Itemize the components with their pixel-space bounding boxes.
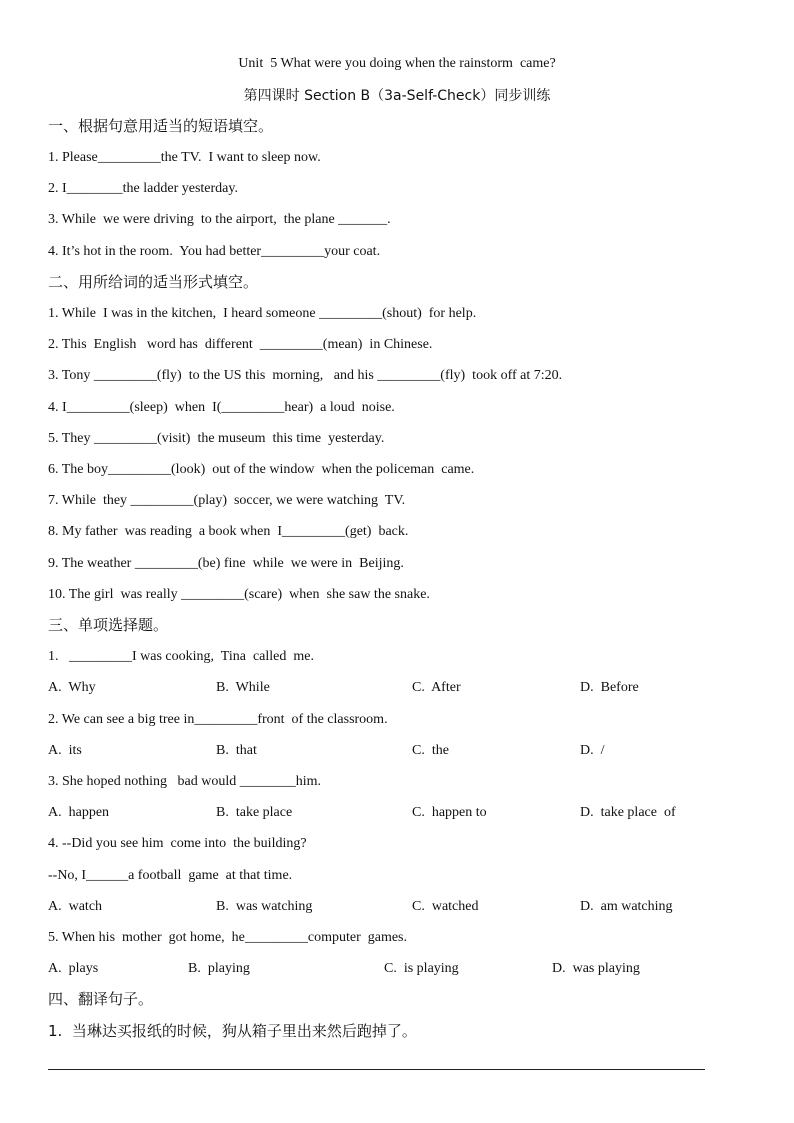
section-heading-4: 四、翻译句子。: [48, 990, 154, 1008]
q3-option-c: C. happen to: [412, 805, 487, 820]
q3-option-a: A. happen: [48, 805, 110, 820]
s1-item-3: 3. While we were driving to the airport, the plane _______.: [48, 212, 391, 227]
q4-option-d: D. am watching: [580, 899, 673, 914]
s2-item-6: 6. The boy_________(look) out of the window when the policeman came.: [48, 462, 475, 477]
s2-item-7: 7. While they _________(play) soccer, we were watching TV.: [48, 493, 406, 508]
page-subtitle: 第四课时 Section B（3a-Self-Check）同步训练: [243, 88, 551, 104]
s2-item-4: 4. I_________(sleep) when I(_________hear) a loud noise.: [48, 400, 395, 415]
s4-item-1: 1. 当琳达买报纸的时候，狗从箱子里出来然后跑掉了。: [48, 1022, 417, 1040]
s2-item-5: 5. They _________(visit) the museum this time yesterday.: [48, 431, 385, 446]
s1-item-1: 1. Please_________the TV. I want to sleep now.: [48, 150, 321, 165]
q3-stem: 3. She hoped nothing bad would ________him.: [48, 774, 321, 789]
section-heading-3: 三、单项选择题。: [48, 616, 169, 634]
q5-option-d: D. was playing: [552, 961, 640, 976]
q2-option-b: B. that: [216, 743, 257, 758]
q5-option-b: B. playing: [188, 961, 250, 976]
s2-item-10: 10. The girl was really _________(scare) when she saw the snake.: [48, 587, 430, 602]
q4-option-c: C. watched: [412, 899, 479, 914]
s2-item-3: 3. Tony _________(fly) to the US this morning, and his _________(fly) took off at 7:20.: [48, 368, 563, 383]
q1-option-c: C. After: [412, 680, 461, 695]
q1-option-d: D. Before: [580, 680, 639, 695]
s2-item-8: 8. My father was reading a book when I_________(get) back.: [48, 524, 409, 539]
q3-option-b: B. take place: [216, 805, 293, 820]
s2-item-9: 9. The weather _________(be) fine while we were in Beijing.: [48, 556, 404, 571]
section-heading-2: 二、用所给词的适当形式填空。: [48, 273, 259, 291]
q2-option-c: C. the: [412, 743, 449, 758]
page-title: Unit 5 What were you doing when the rainstorm came?: [238, 56, 556, 71]
section-heading-1: 一、根据句意用适当的短语填空。: [48, 117, 274, 135]
q4-stem-reply: --No, I______a football game at that time.: [48, 868, 293, 883]
q1-option-a: A. Why: [48, 680, 96, 695]
q1-stem: 1. _________I was cooking, Tina called me.: [48, 649, 314, 664]
answer-line: [48, 1069, 705, 1070]
s2-item-1: 1. While I was in the kitchen, I heard someone _________(shout) for help.: [48, 306, 477, 321]
q2-stem: 2. We can see a big tree in_________front of the classroom.: [48, 712, 388, 727]
q4-option-b: B. was watching: [216, 899, 313, 914]
s2-item-2: 2. This English word has different _________(mean) in Chinese.: [48, 337, 433, 352]
q1-option-b: B. While: [216, 680, 270, 695]
q2-option-a: A. its: [48, 743, 82, 758]
q5-option-a: A. plays: [48, 961, 99, 976]
q2-option-d: D. /: [580, 743, 605, 758]
q4-option-a: A. watch: [48, 899, 103, 914]
s1-item-2: 2. I________the ladder yesterday.: [48, 181, 238, 196]
s1-item-4: 4. It’s hot in the room. You had better_________your coat.: [48, 244, 381, 259]
q4-stem: 4. --Did you see him come into the building?: [48, 836, 307, 851]
q5-option-c: C. is playing: [384, 961, 459, 976]
q3-option-d: D. take place of: [580, 805, 676, 820]
q5-stem: 5. When his mother got home, he_________computer games.: [48, 930, 408, 945]
